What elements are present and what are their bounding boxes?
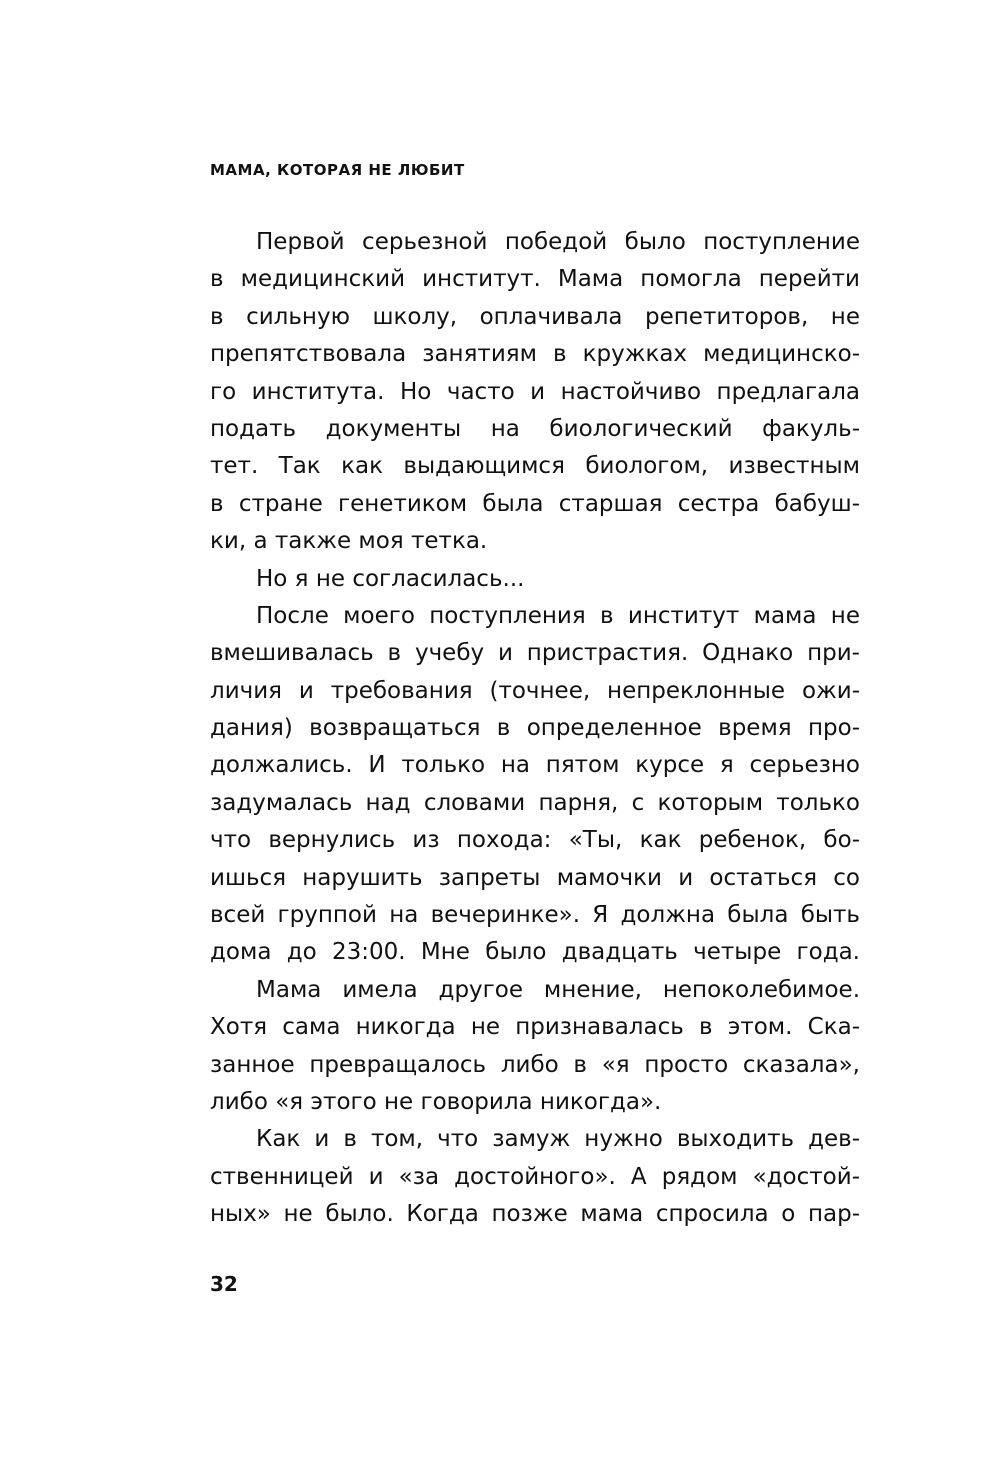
text-line: либо «я этого не говорила никогда». [210,1088,662,1115]
text-line: дома до 23:00. Мне было двадцать четыре года. [210,939,860,966]
text-line: ственницей и «за достойного». А рядом «достой- [210,1163,860,1190]
text-line: личия и требования (точнее, непреклонные ожи- [210,677,860,704]
text-line: Первой серьезной победой было поступление [256,229,860,255]
text-line: занное превращалось либо в «я просто сказала», [210,1051,860,1078]
text-line: всей группой на вечеринке». Я должна была быть [210,902,860,929]
text-line: го института. Но часто и настойчиво предлагала [210,378,860,405]
text-line: После моего поступления в институт мама не [256,602,860,629]
text-line: дания) возвращаться в определенное время про- [210,715,860,742]
text-line: Мама имела другое мнение, непоколебимое. [256,976,860,1003]
text-line: подать документы на биологический факуль- [210,415,860,442]
text-line: задумалась над словами парня, с которым только [210,789,860,816]
text-line: ки, а также моя тетка. [210,528,488,555]
text-line: ишься нарушить запреты мамочки и остаться со [210,864,860,891]
running-head: МАМА, КОТОРАЯ НЕ ЛЮБИТ [210,161,465,179]
text-line: тет. Так как выдающимся биологом, известным [210,453,860,480]
text-line: Но я не согласилась... [256,565,525,592]
text-line: Как и в том, что замуж нужно выходить дев- [256,1126,860,1153]
text-line: в медицинский институт. Мама помогла перейти [210,266,860,293]
body-text [210,224,860,1234]
text-line: Хотя сама никогда не признавалась в этом. Ска- [210,1014,860,1041]
text-line: препятствовала занятиям в кружках медицинско- [210,341,860,368]
text-line: должались. И только на пятом курсе я серьезно [210,752,860,779]
text-line: в стране генетиком была старшая сестра бабуш- [210,490,860,517]
text-line: вмешивалась в учебу и пристрастия. Однако при- [210,640,860,667]
text-line: в сильную школу, оплачивала репетиторов, не [210,303,860,330]
page-number: 32 [210,1272,238,1296]
text-line: ных» не было. Когда позже мама спросила о пар- [210,1201,860,1228]
text-line: что вернулись из похода: «Ты, как ребенок, бо- [210,827,860,854]
